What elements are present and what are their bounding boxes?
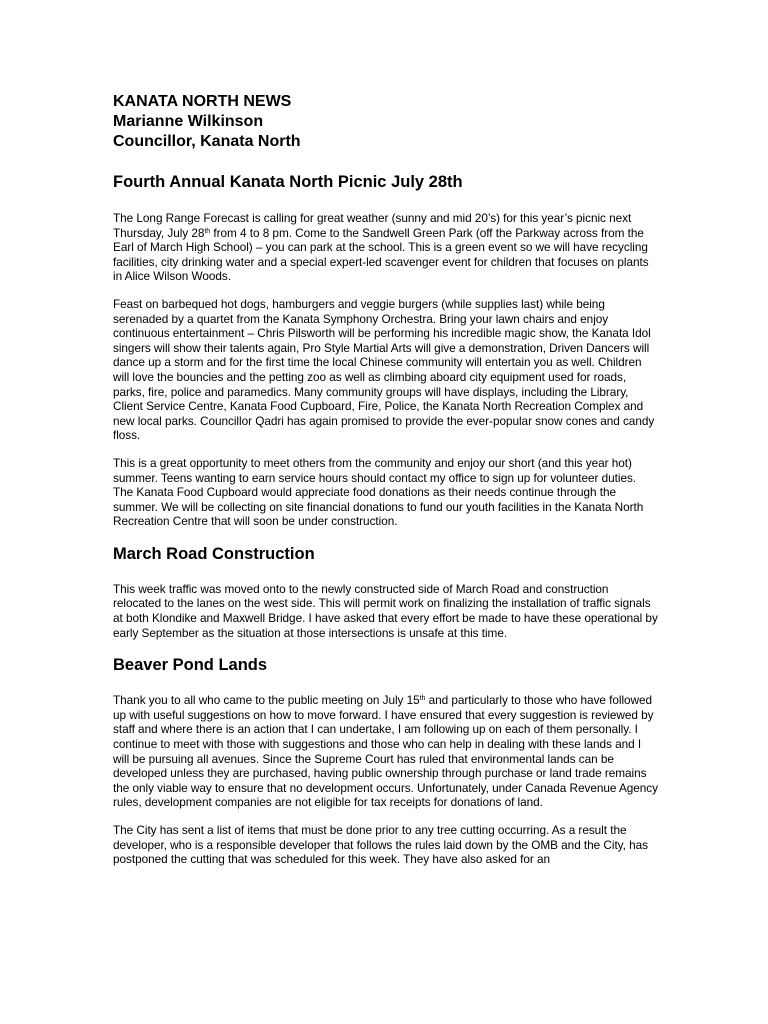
section-title-beaver-pond: Beaver Pond Lands xyxy=(113,656,268,675)
author-name: Marianne Wilkinson xyxy=(113,113,264,130)
section-title-march-road: March Road Construction xyxy=(113,544,315,563)
beaver-pond-paragraph-2: The City has sent a list of items that must be done prior to any tree cutting occurring. As a result the developer, who is a responsible developer that follows the rules laid down by the OMB and the City, has postponed the cutting that was scheduled for this week. They have also asked for an xyxy=(113,823,648,867)
document-page xyxy=(113,92,658,880)
picnic-paragraph-1: The Long Range Forecast is calling for great weather (sunny and mid 20’s) for this year’s picnic next Thursday, July 28th from 4 to 8 pm. Come to the Sandwell Green Park (off the Parkway across from the Earl of March High School) – you can park at the school. This is a green event so we will have recycling facilities, city drinking water and a special expert-led scavenger event for children that focuses on plants in Alice Wilson Woods. xyxy=(113,211,649,284)
picnic-paragraph-3: This is a great opportunity to meet others from the community and enjoy our short (and this year hot) summer. Teens wanting to earn service hours should contact my office to sign up for volunteer duties. The Kanata Food Cupboard would appreciate food donations as their needs continue through the summer. We will be collecting on site financial donations to fund our youth facilities in the Kanata North Recreation Centre that will soon be under construction. xyxy=(113,455,644,529)
author-role: Councillor, Kanata North xyxy=(113,133,301,150)
picnic-paragraph-2: Feast on barbequed hot dogs, hamburgers and veggie burgers (while supplies last) while being serenaded by a quartet from the Kanata Symphony Orchestra. Bring your lawn chairs and enjoy continuous entertainment – Chris Pilsworth will be performing his incredible magic show, the Kanata Idol singers will show their talents again, Pro Style Martial Arts will give a demonstration, Driven Dancers will dance up a storm and for the first time the local Chinese community will entertain you as well. Children will love the bouncies and the petting zoo as well as climbing aboard city equipment used for roads, parks, fire, police and paramedics. Many community groups will have displays, including the Library, Client Service Centre, Kanata Food Cupboard, Fire, Police, the Kanata North Recreation Complex and new local parks. Councillor Qadri has again promised to provide the ever-popular snow cones and candy floss. xyxy=(113,296,655,443)
beaver-pond-paragraph-1: Thank you to all who came to the public meeting on July 15th and particularly to those who have followed up with useful suggestions on how to move forward. I have ensured that every suggestion is reviewed by staff and where there is an action that I can undertake, I am following up on each of them personally. I continue to meet with those with suggestions and those who can help in dealing with these lands and I will be pursuing all avenues. Since the Supreme Court has ruled that environmental lands can be developed unless they are purchased, having public ownership through purchase or land trade remains the only viable way to ensure that no development occurs. Unfortunately, under Canada Revenue Agency rules, development companies are not eligible for tax receipts for donations of land. xyxy=(113,693,658,810)
masthead xyxy=(113,92,658,152)
newsletter-title: KANATA NORTH NEWS xyxy=(113,93,292,110)
ordinal-suffix: th xyxy=(419,695,426,703)
ordinal-suffix: th xyxy=(204,227,211,235)
march-road-paragraph-1: This week traffic was moved onto to the newly constructed side of March Road and construction relocated to the lanes on the west side. This will permit work on finalizing the installation of traffic signals at both Klondike and Maxwell Bridge. I have asked that every effort be made to have these operational by early September as the situation at those intersections is unsafe at this time. xyxy=(113,581,658,640)
section-title-picnic: Fourth Annual Kanata North Picnic July 28th xyxy=(113,173,463,191)
